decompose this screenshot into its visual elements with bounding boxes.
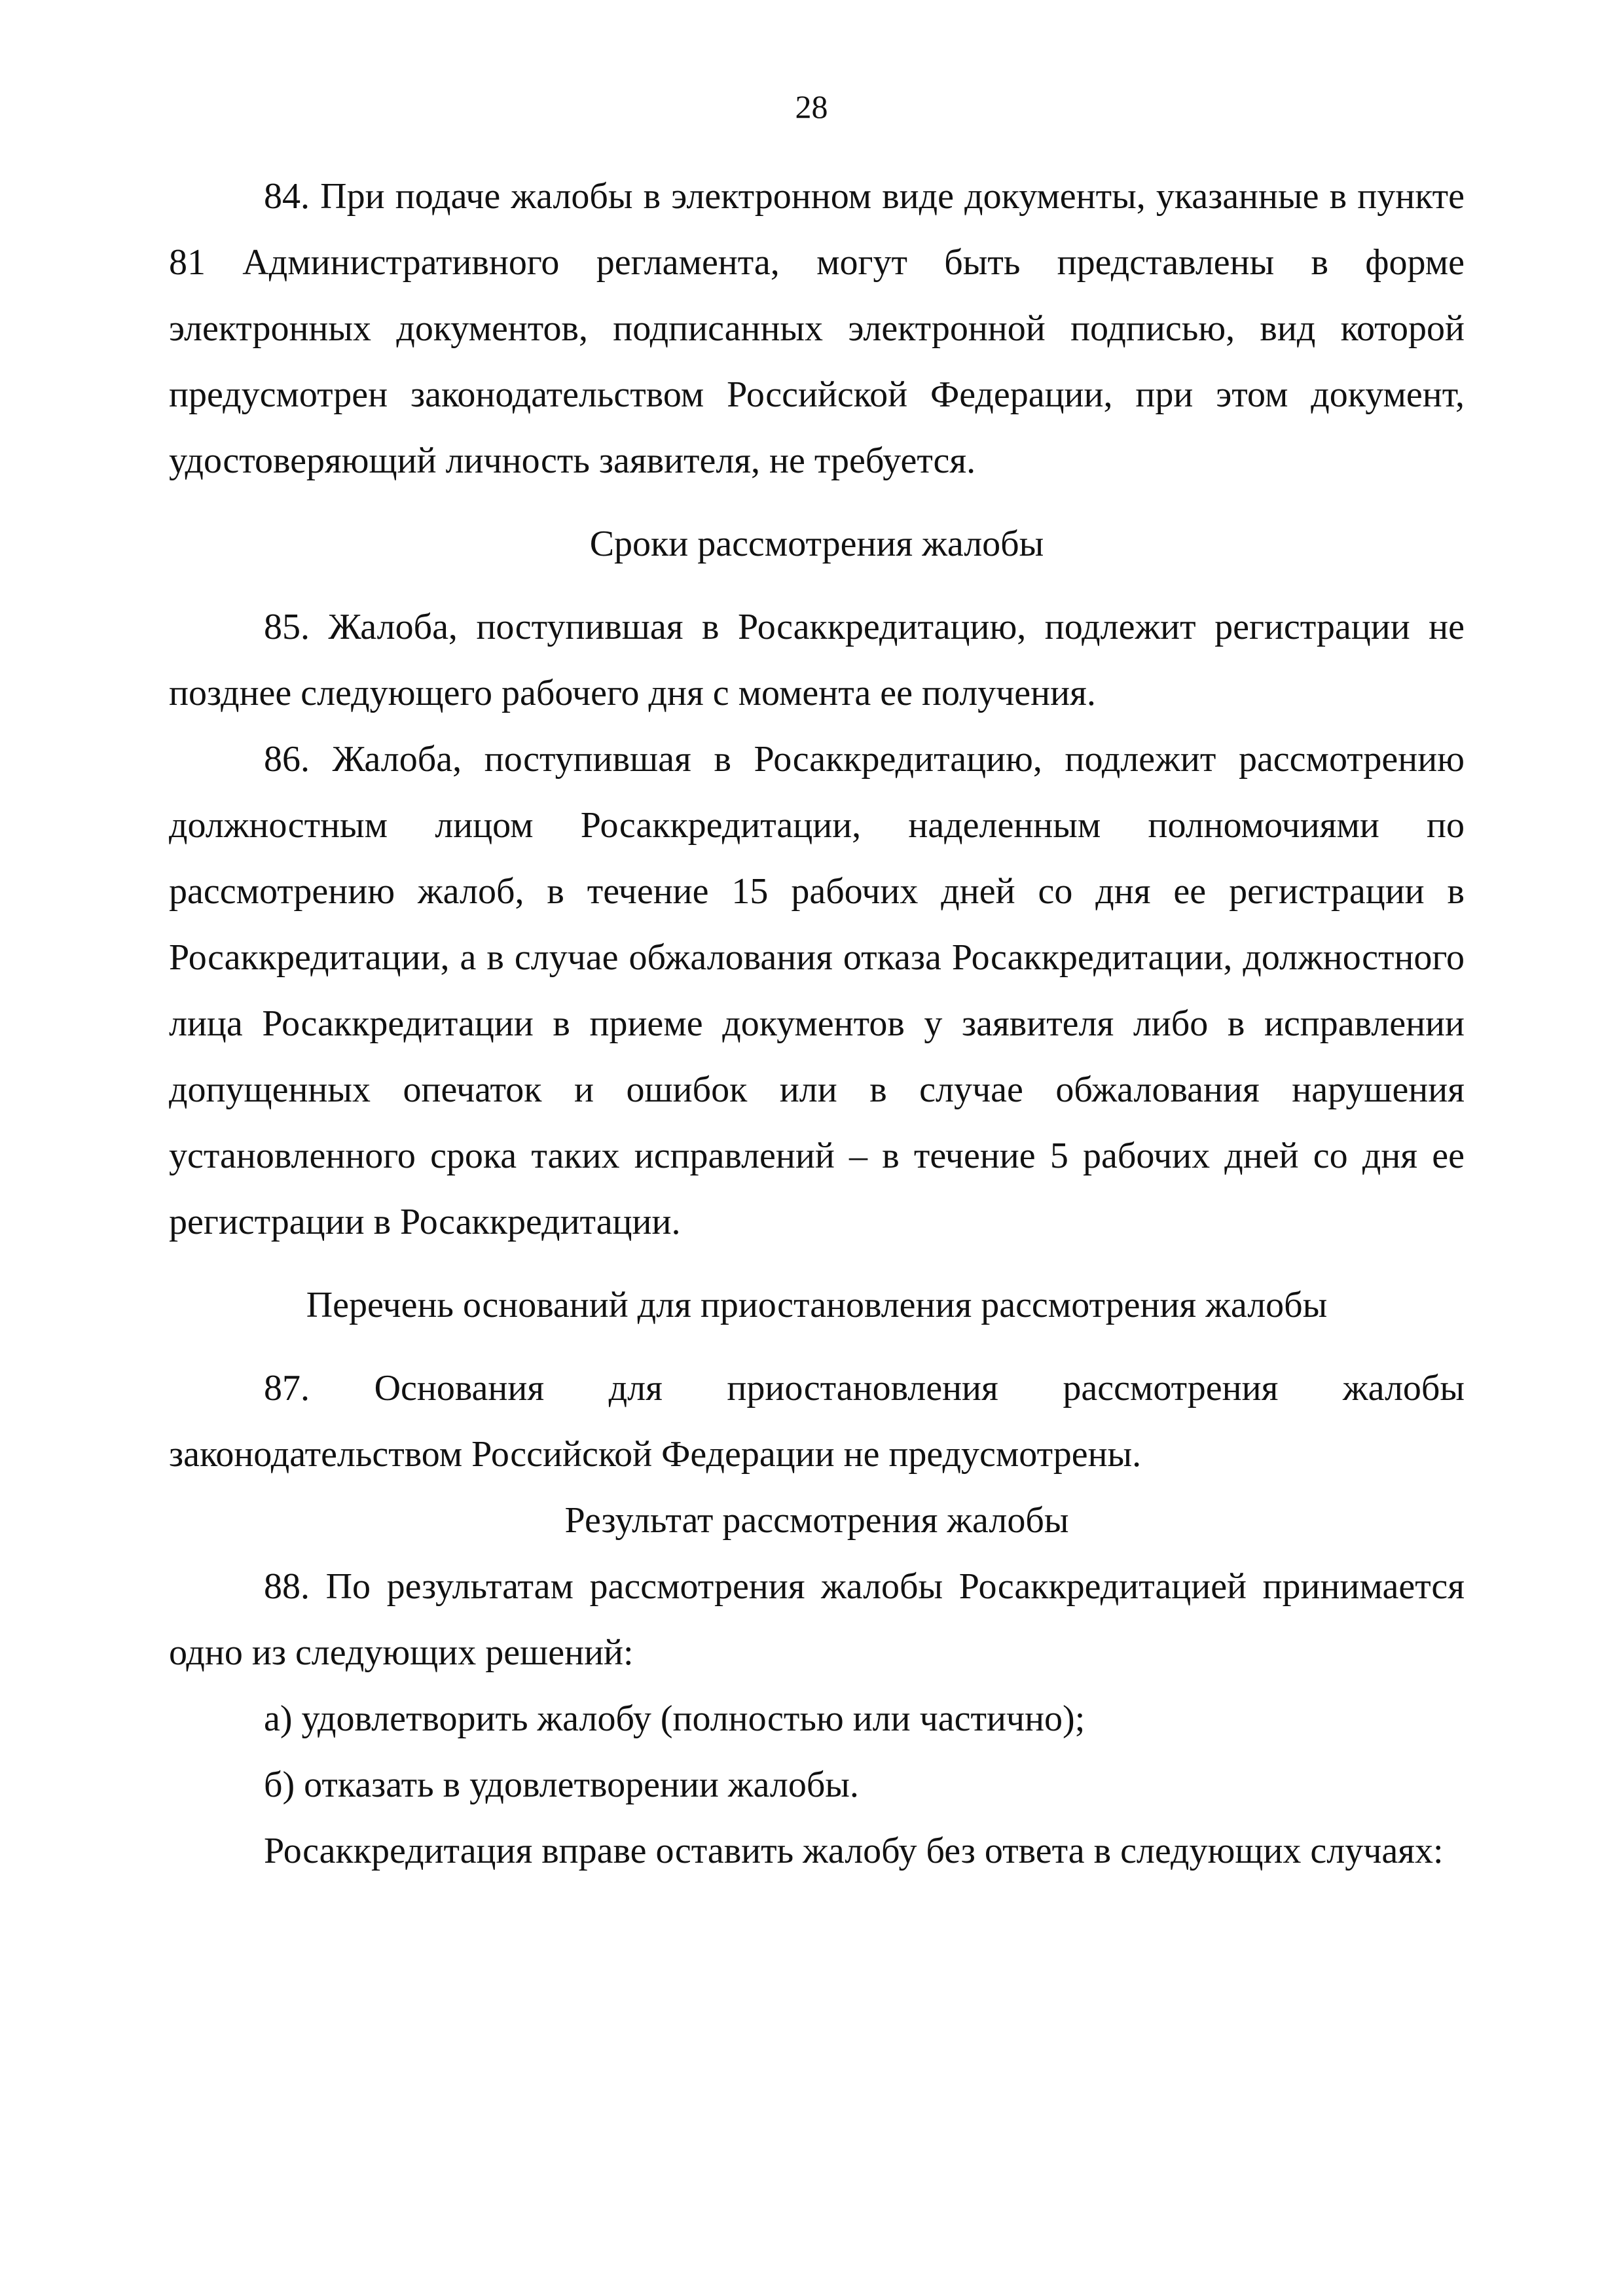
paragraph-86: 86. Жалоба, поступившая в Росаккредитацию, подлежит рассмотрению должностным лицом Росаккредитации, наделенным полномочиями по рассмотрению жалоб, в течение 15 рабочих дней со дня ее регистрации в Росаккредитации, а в случае обжалования отказа Росаккредитации, должностного лица Росаккредитации в приеме документов у заявителя либо в исправлении допущенных опечаток и ошибок или в случае обжалования нарушения установленного срока таких исправлений – в течение 5 рабочих дней со дня ее регистрации в Росаккредитации. bbox=[169, 739, 1465, 1242]
paragraph-88-b: б) отказать в удовлетворении жалобы. bbox=[264, 1765, 859, 1805]
document-body bbox=[169, 164, 1465, 1884]
heading-suspension-grounds: Перечень оснований для приостановления рассмотрения жалобы bbox=[306, 1285, 1328, 1325]
paragraph-leave-unanswered: Росаккредитация вправе оставить жалобу без ответа в следующих случаях: bbox=[264, 1831, 1444, 1871]
paragraph-88: 88. По результатам рассмотрения жалобы Росаккредитацией принимается одно из следующих решений: bbox=[169, 1566, 1465, 1673]
heading-review-result: Результат рассмотрения жалобы bbox=[564, 1500, 1069, 1541]
paragraph-85: 85. Жалоба, поступившая в Росаккредитацию, подлежит регистрации не позднее следующего рабочего дня с момента ее получения. bbox=[169, 607, 1465, 713]
paragraph-84: 84. При подаче жалобы в электронном виде документы, указанные в пункте 81 Административного регламента, могут быть представлены в форме электронных документов, подписанных электронной подписью, вид которой предусмотрен законодательством Российской Федерации, при этом документ, удостоверяющий личность заявителя, не требуется. bbox=[169, 176, 1465, 481]
heading-review-terms: Сроки рассмотрения жалобы bbox=[589, 524, 1044, 564]
paragraph-88-a: а) удовлетворить жалобу (полностью или частично); bbox=[264, 1698, 1085, 1739]
page-number: 28 bbox=[795, 88, 828, 125]
paragraph-87: 87. Основания для приостановления рассмотрения жалобы законодательством Российской Федерации не предусмотрены. bbox=[169, 1368, 1465, 1475]
